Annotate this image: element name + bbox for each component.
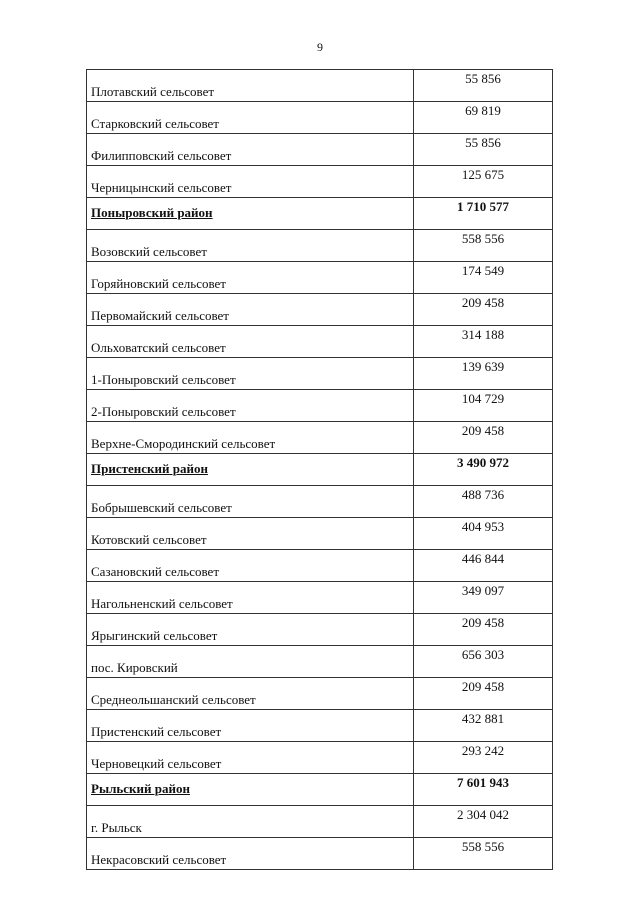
table-row: [87, 678, 553, 710]
settlement-name: 2-Поныровский сельсовет: [87, 390, 414, 422]
settlement-amount: 446 844: [414, 550, 553, 582]
settlement-amount: 314 188: [414, 326, 553, 358]
district-name: Рыльский район: [87, 774, 414, 806]
settlement-name: Котовский сельсовет: [87, 518, 414, 550]
settlement-amount: 55 856: [414, 134, 553, 166]
district-row: [87, 198, 553, 230]
settlement-name: Филипповский сельсовет: [87, 134, 414, 166]
settlement-amount: 174 549: [414, 262, 553, 294]
settlement-name: Плотавский сельсовет: [87, 70, 414, 102]
table-row: [87, 294, 553, 326]
settlement-amount: 488 736: [414, 486, 553, 518]
table-row: [87, 582, 553, 614]
settlement-name: Черницынский сельсовет: [87, 166, 414, 198]
page-number: 9: [317, 40, 323, 54]
district-row: [87, 454, 553, 486]
settlement-name: 1-Поныровский сельсовет: [87, 358, 414, 390]
settlement-amount: 125 675: [414, 166, 553, 198]
settlement-name: Сазановский сельсовет: [87, 550, 414, 582]
table-row: [87, 262, 553, 294]
settlement-name: пос. Кировский: [87, 646, 414, 678]
table-row: [87, 326, 553, 358]
table-row: [87, 422, 553, 454]
settlement-amount: 209 458: [414, 678, 553, 710]
settlement-name: г. Рыльск: [87, 806, 414, 838]
settlement-amount: 2 304 042: [414, 806, 553, 838]
table-row: [87, 102, 553, 134]
settlement-amount: 209 458: [414, 422, 553, 454]
table-row: [87, 550, 553, 582]
table-row: [87, 70, 553, 102]
table-row: [87, 230, 553, 262]
table-row: [87, 710, 553, 742]
settlement-name: Пристенский сельсовет: [87, 710, 414, 742]
district-total: 3 490 972: [414, 454, 553, 486]
settlement-name: Среднеольшанский сельсовет: [87, 678, 414, 710]
settlement-name: Бобрышевский сельсовет: [87, 486, 414, 518]
table-row: [87, 486, 553, 518]
district-total: 1 710 577: [414, 198, 553, 230]
settlement-amount: 209 458: [414, 614, 553, 646]
table-body: [87, 70, 553, 870]
table-row: [87, 134, 553, 166]
settlement-name: Возовский сельсовет: [87, 230, 414, 262]
table-row: [87, 806, 553, 838]
settlement-name: Старковский сельсовет: [87, 102, 414, 134]
district-total: 7 601 943: [414, 774, 553, 806]
settlement-name: Черновецкий сельсовет: [87, 742, 414, 774]
district-name: Поныровский район: [87, 198, 414, 230]
settlement-name: Некрасовский сельсовет: [87, 838, 414, 870]
settlement-amount: 69 819: [414, 102, 553, 134]
settlement-amount: 209 458: [414, 294, 553, 326]
table-row: [87, 838, 553, 870]
settlement-amount: 558 556: [414, 230, 553, 262]
settlement-amount: 55 856: [414, 70, 553, 102]
settlement-name: Горяйновский сельсовет: [87, 262, 414, 294]
table-row: [87, 358, 553, 390]
settlement-name: Ольховатский сельсовет: [87, 326, 414, 358]
settlement-amount: 293 242: [414, 742, 553, 774]
table-row: [87, 518, 553, 550]
settlement-name: Нагольненский сельсовет: [87, 582, 414, 614]
table-row: [87, 166, 553, 198]
settlement-amount: 558 556: [414, 838, 553, 870]
settlement-amount: 349 097: [414, 582, 553, 614]
settlement-name: Верхне-Смородинский сельсовет: [87, 422, 414, 454]
settlement-name: Ярыгинский сельсовет: [87, 614, 414, 646]
table-row: [87, 390, 553, 422]
settlement-amount: 104 729: [414, 390, 553, 422]
table-row: [87, 742, 553, 774]
settlement-amount: 404 953: [414, 518, 553, 550]
table-row: [87, 614, 553, 646]
district-name: Пристенский район: [87, 454, 414, 486]
table-row: [87, 646, 553, 678]
settlement-name: Первомайский сельсовет: [87, 294, 414, 326]
settlement-amount: 656 303: [414, 646, 553, 678]
allocation-table: [86, 69, 553, 870]
settlement-amount: 432 881: [414, 710, 553, 742]
settlement-amount: 139 639: [414, 358, 553, 390]
district-row: [87, 774, 553, 806]
